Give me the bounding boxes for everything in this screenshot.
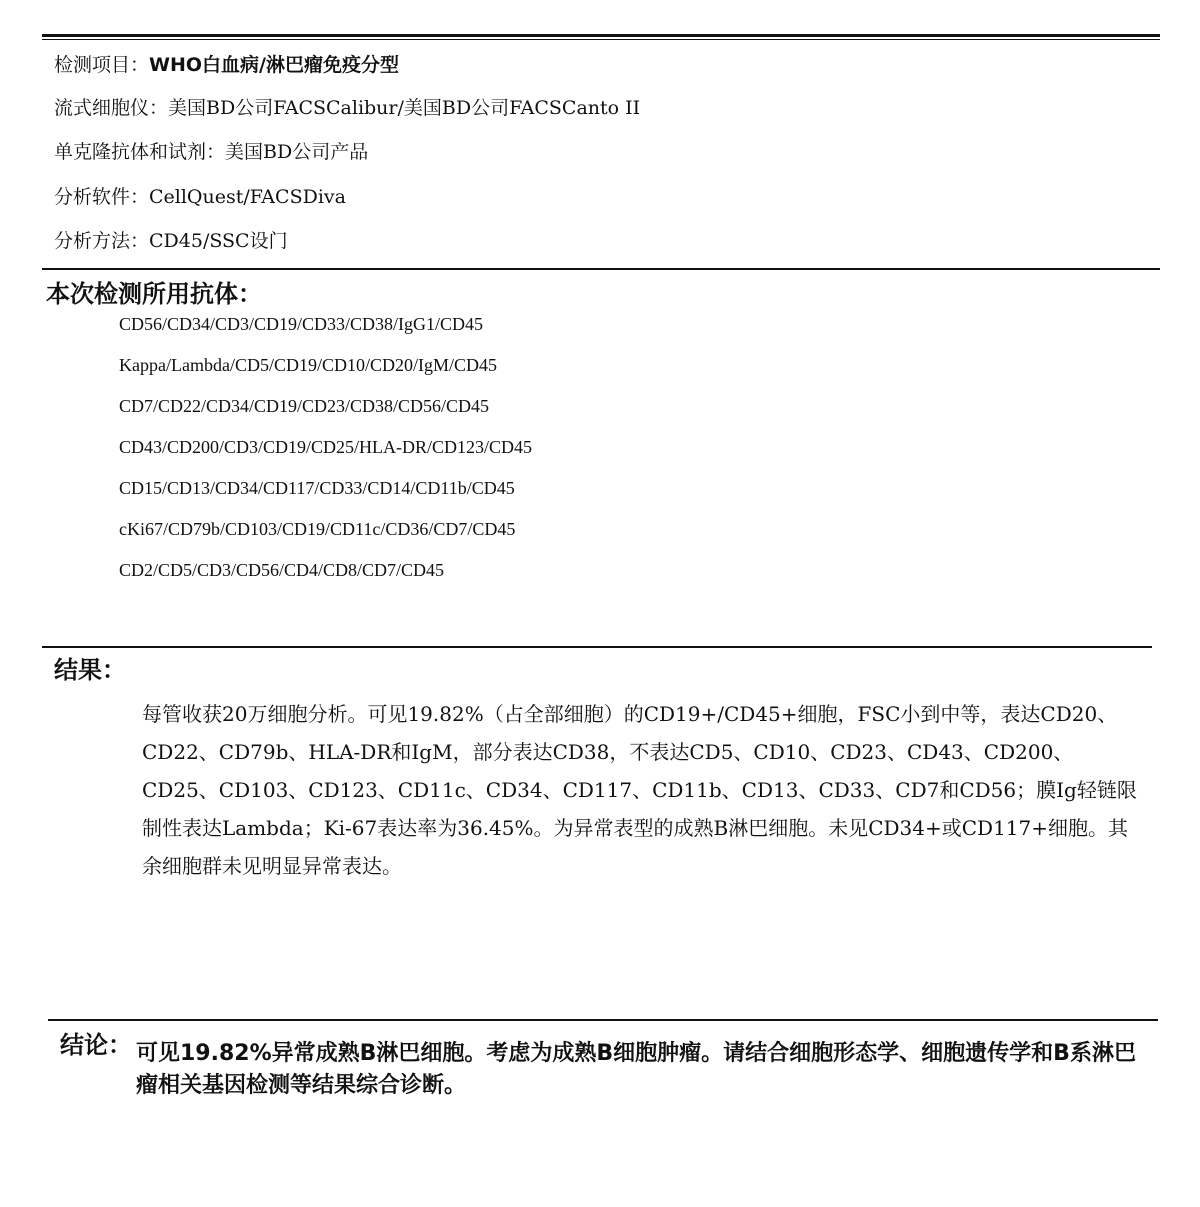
antibody-panel-4: CD43/CD200/CD3/CD19/CD25/HLA-DR/CD123/CD45 [119,437,533,457]
antibody-panel-1: CD56/CD34/CD3/CD19/CD33/CD38/IgG1/CD45 [119,314,484,334]
test-item-value: WHO白血病/淋巴瘤免疫分型 [149,54,399,76]
analysis-method-line: 分析方法：CD45/SSC设门 [54,230,288,252]
test-item-label: 检测项目： [54,54,150,76]
antibody-panel-7: CD2/CD5/CD3/CD56/CD4/CD8/CD7/CD45 [119,560,445,580]
flow-cytometer-line: 流式细胞仪：美国BD公司FACSCalibur/美国BD公司FACSCanto II [54,97,641,119]
result-text: 每管收获20万细胞分析。可见19.82%（占全部细胞）的CD19+/CD45+细胞，FSC小到中等，表达CD20、CD22、CD79b、HLA-DR和IgM，部分表达CD38，不表达CD5、CD10、CD23、CD43、CD200、CD25、CD103、CD123、CD11c、CD34、CD117、CD11b、CD13、CD33、CD7和CD56；膜Ig轻链限制性表达Lambda；Ki-67表达率为36.45%。为异常表型的成熟B淋巴细胞。未见CD34+或CD117+细胞。其余细胞群未见明显异常表达。 [142,702,1137,878]
antibody-panel-list [119,312,532,599]
top-double-rule-thick [42,34,1160,37]
antibody-section-rule [42,268,1160,270]
antibody-reagents-line: 单克隆抗体和试剂：美国BD公司产品 [54,141,369,163]
conclusion-section-rule [48,1019,1158,1021]
antibody-panel-2: Kappa/Lambda/CD5/CD19/CD10/CD20/IgM/CD45 [119,355,497,375]
result-section-rule [42,646,1152,648]
test-item-line [54,53,399,77]
analysis-software-line: 分析软件：CellQuest/FACSDiva [54,186,346,208]
antibody-section-heading: 本次检测所用抗体： [46,280,262,308]
antibody-panel-5: CD15/CD13/CD34/CD117/CD33/CD14/CD11b/CD45 [119,478,515,498]
result-section-heading: 结果： [54,656,126,684]
antibody-panel-6: cKi67/CD79b/CD103/CD19/CD11c/CD36/CD7/CD45 [119,519,516,539]
antibody-panel-3: CD7/CD22/CD34/CD19/CD23/CD38/CD56/CD45 [119,396,490,416]
conclusion-text: 可见19.82%异常成熟B淋巴细胞。考虑为成熟B细胞肿瘤。请结合细胞形态学、细胞遗传学和B系淋巴瘤相关基因检测等结果综合诊断。 [136,1041,1136,1098]
top-double-rule-thin [42,39,1160,40]
conclusion-label: 结论： [60,1031,132,1059]
